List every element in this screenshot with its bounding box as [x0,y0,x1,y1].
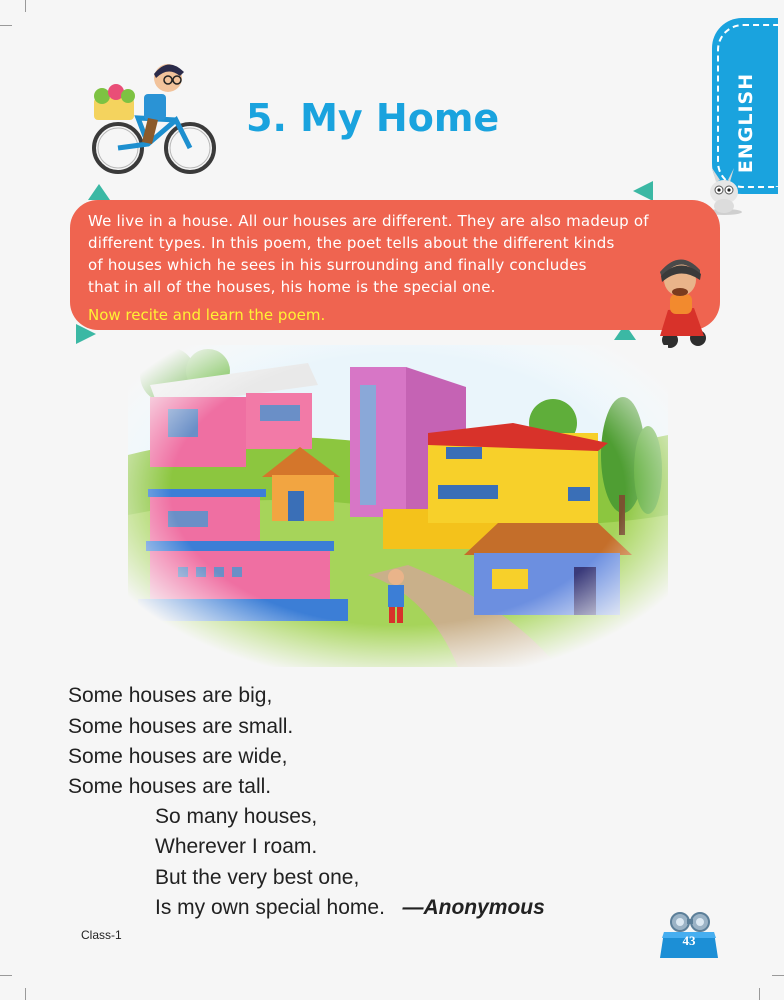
poem-line: But the very best one, [155,866,360,889]
poem-line: So many houses, [155,805,318,828]
boy-on-scooter-illustration [646,250,712,350]
instruction-text: Now recite and learn the poem. [88,306,326,324]
teal-triangle-decoration [88,184,110,200]
crop-mark [772,975,784,976]
crop-mark [759,988,760,1000]
poem-line: Some houses are tall. [68,775,272,798]
intro-box [70,200,720,330]
poem-line: Wherever I roam. [155,835,318,858]
poem-line-final [155,896,545,920]
crop-mark [25,0,26,12]
intro-line: different types. In this poem, the poet tells about the different kinds [88,234,615,252]
houses-illustration [128,345,668,667]
poem-author: —Anonymous [402,896,545,919]
poem-line: Some houses are wide, [68,745,288,768]
crop-mark [25,988,26,1000]
page-title: 5. My Home [246,96,500,140]
page-number-badge [658,912,720,962]
page-number: 43 [682,933,696,948]
intro-line: of houses which he sees in his surrounding and finally concludes [88,256,587,274]
poem-line: Is my own special home. [155,896,385,919]
boy-on-bicycle-illustration [88,60,220,178]
crop-mark [0,975,12,976]
intro-line: that in all of the houses, his home is the special one. [88,278,496,296]
poem-line: Some houses are big, [68,684,273,707]
intro-paragraph [88,210,688,298]
teal-triangle-decoration [633,181,653,201]
subject-tab-label: ENGLISH [735,72,757,174]
crop-mark [0,25,12,26]
poem-line: Some houses are small. [68,715,294,738]
class-label: Class-1 [81,928,122,942]
intro-line: We live in a house. All our houses are different. They are also madeup of [88,212,649,230]
